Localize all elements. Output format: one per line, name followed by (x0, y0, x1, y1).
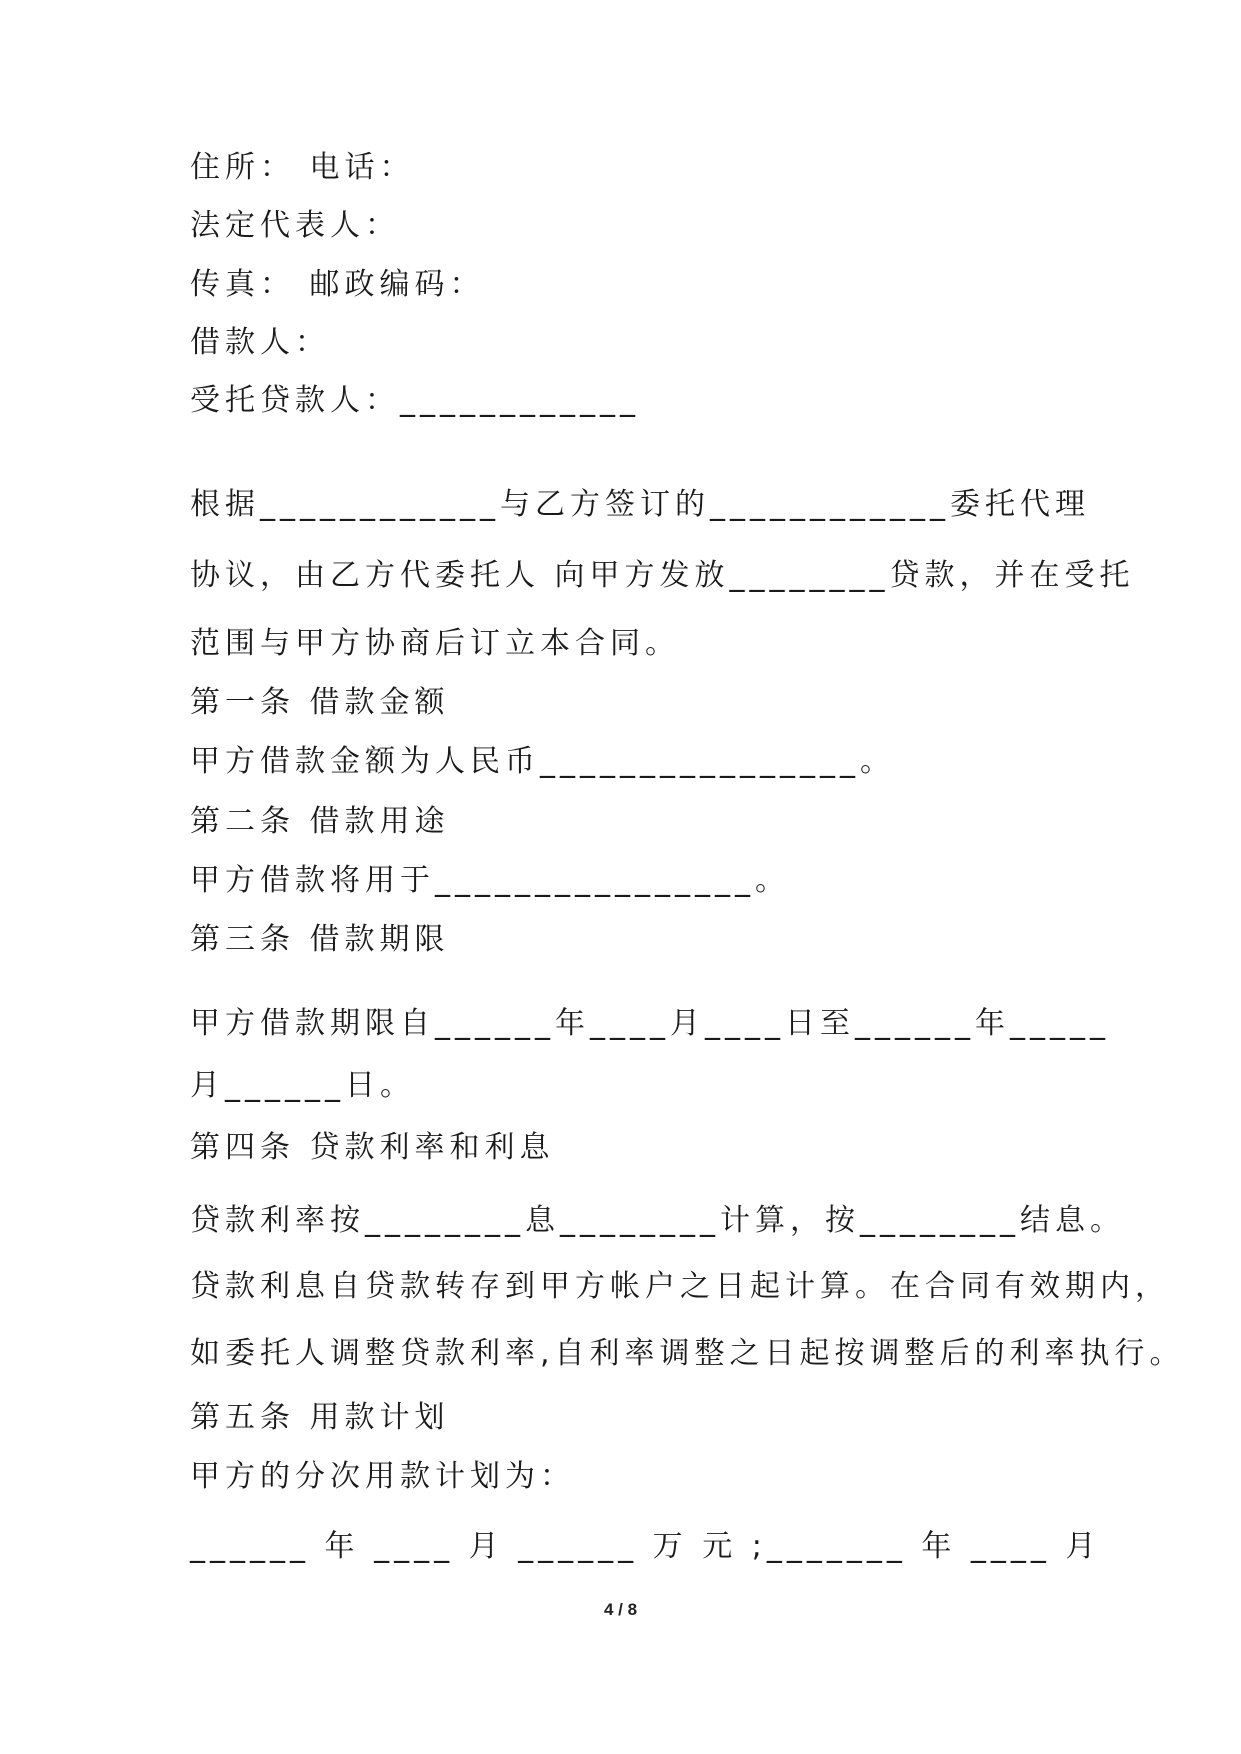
text-line: 受托贷款人：____________ (190, 383, 640, 418)
text-line: 甲方借款金额为人民币________________。 (190, 744, 895, 779)
text-line: 甲方借款将用于________________。 (190, 863, 790, 898)
text-line: 甲方的分次用款计划为： (190, 1459, 575, 1494)
text-line: 传真： 邮政编码： (190, 267, 485, 302)
section-heading: 第一条 借款金额 (190, 685, 450, 720)
text-line: ______ 年 ____ 月 ______ 万 元 ;_______ 年 ____ 月 (190, 1529, 1101, 1564)
text-line: 法定代表人： (190, 208, 400, 243)
section-heading: 第五条 用款计划 (190, 1400, 450, 1435)
text-line: 范围与甲方协商后订立本合同。 (190, 626, 680, 661)
text-line: 借款人： (190, 325, 330, 360)
text-line: 协议，由乙方代委托人 向甲方发放________贷款，并在受托 (190, 558, 1135, 593)
text-line: 贷款利率按________息________计算，按________结息。 (190, 1203, 1125, 1238)
section-heading: 第二条 借款用途 (190, 804, 450, 839)
text-line: 住所： 电话： (190, 150, 415, 185)
text-line: 月______日。 (190, 1068, 415, 1103)
text-line: 贷款利息自贷款转存到甲方帐户之日起计算。在合同有效期内， (190, 1269, 1170, 1304)
section-heading: 第四条 贷款利率和利息 (190, 1130, 555, 1165)
section-heading: 第三条 借款期限 (190, 922, 450, 957)
page-number: 4 / 8 (603, 1600, 638, 1619)
text-line: 如委托人调整贷款利率,自利率调整之日起按调整后的利率执行。 (190, 1336, 1185, 1371)
text-line: 甲方借款期限自______年____月____日至______年_____ (190, 1006, 1110, 1041)
text-line: 根据____________与乙方签订的____________委托代理 (190, 487, 1090, 522)
